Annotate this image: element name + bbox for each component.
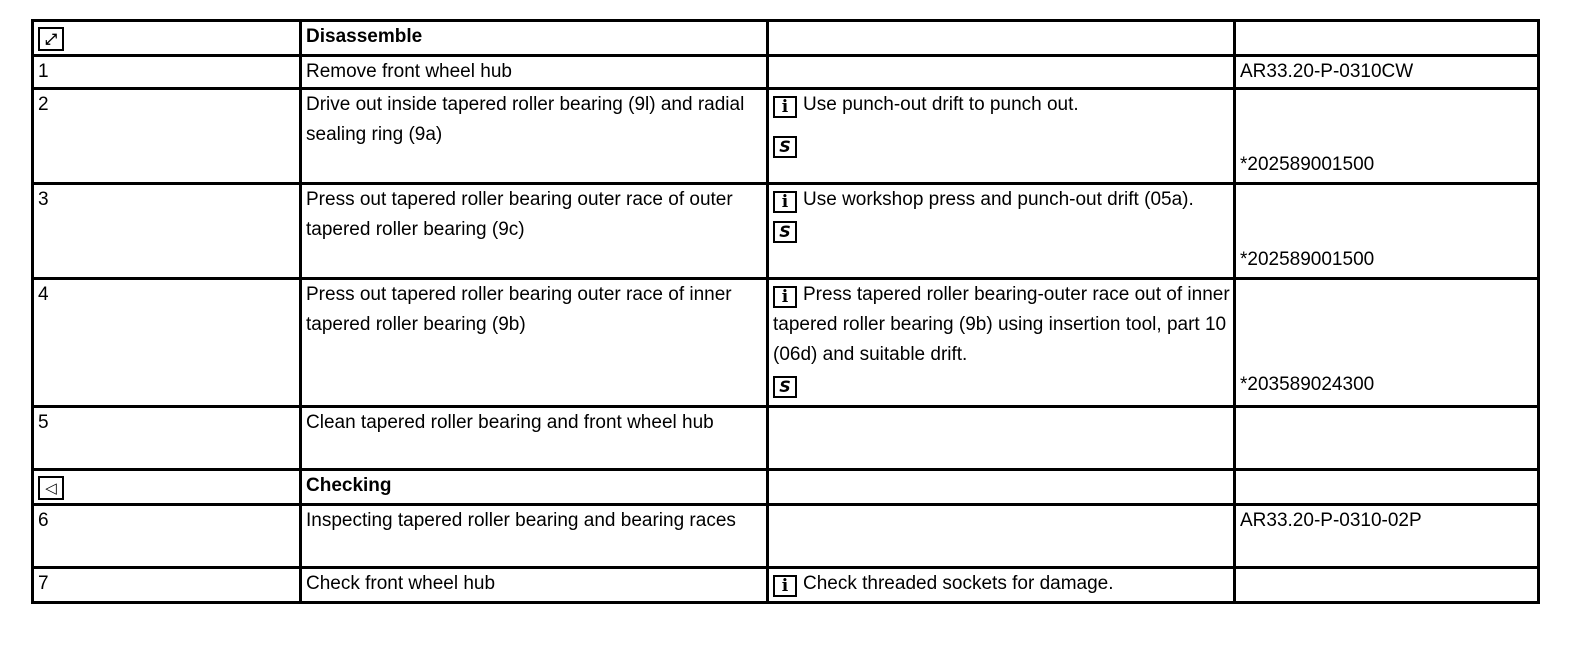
note-text: Check threaded sockets for damage. bbox=[803, 573, 1114, 594]
table-row bbox=[33, 505, 1539, 568]
empty-cell bbox=[768, 470, 1235, 505]
expand-icon: ⤢ bbox=[38, 27, 64, 51]
step-note bbox=[768, 505, 1235, 568]
empty-cell bbox=[768, 21, 1235, 56]
step-note bbox=[768, 184, 1235, 279]
note-text: Use punch-out drift to punch out. bbox=[803, 94, 1079, 115]
step-note bbox=[768, 407, 1235, 470]
section-row-disassemble bbox=[33, 21, 1539, 56]
empty-cell bbox=[1235, 21, 1539, 56]
step-description: Press out tapered roller bearing outer race of outer tapered roller bearing (9c) bbox=[301, 184, 768, 279]
section-row-checking bbox=[33, 470, 1539, 505]
step-reference: AR33.20-P-0310CW bbox=[1235, 56, 1539, 89]
step-reference bbox=[1235, 407, 1539, 470]
step-reference bbox=[1235, 184, 1539, 279]
tool-part-number: *203589024300 bbox=[1240, 374, 1375, 395]
table-row bbox=[33, 568, 1539, 603]
table-row bbox=[33, 56, 1539, 89]
tool-part-number: *202589001500 bbox=[1240, 249, 1375, 270]
step-note bbox=[768, 89, 1235, 184]
step-reference bbox=[1235, 279, 1539, 407]
step-reference: AR33.20-P-0310-02P bbox=[1235, 505, 1539, 568]
step-description: Check front wheel hub bbox=[301, 568, 768, 603]
info-icon: i bbox=[773, 575, 797, 597]
step-reference bbox=[1235, 568, 1539, 603]
table-row bbox=[33, 89, 1539, 184]
tool-icon: S bbox=[773, 136, 797, 158]
step-number: 4 bbox=[33, 279, 301, 407]
section-icon-cell bbox=[33, 470, 301, 505]
step-number: 1 bbox=[33, 56, 301, 89]
step-number: 7 bbox=[33, 568, 301, 603]
info-icon: i bbox=[773, 191, 797, 213]
step-description: Inspecting tapered roller bearing and bearing races bbox=[301, 505, 768, 568]
step-note bbox=[768, 56, 1235, 89]
tool-icon: S bbox=[773, 221, 797, 243]
section-icon-cell bbox=[33, 21, 301, 56]
empty-cell bbox=[1235, 470, 1539, 505]
step-description: Drive out inside tapered roller bearing (9l) and radial sealing ring (9a) bbox=[301, 89, 768, 184]
info-icon: i bbox=[773, 286, 797, 308]
table-row bbox=[33, 279, 1539, 407]
procedure-table bbox=[31, 19, 1540, 604]
step-description: Press out tapered roller bearing outer race of inner tapered roller bearing (9b) bbox=[301, 279, 768, 407]
note-text: Press tapered roller bearing-outer race out of inner tapered roller bearing (9b) using insertion tool, part 10 (06d) and suitable drift. bbox=[773, 284, 1230, 365]
step-number: 5 bbox=[33, 407, 301, 470]
play-back-icon: ◁ bbox=[38, 476, 64, 500]
step-note bbox=[768, 279, 1235, 407]
step-number: 6 bbox=[33, 505, 301, 568]
step-number: 3 bbox=[33, 184, 301, 279]
table-row bbox=[33, 184, 1539, 279]
step-description: Clean tapered roller bearing and front wheel hub bbox=[301, 407, 768, 470]
table-row bbox=[33, 407, 1539, 470]
tool-part-number: *202589001500 bbox=[1240, 154, 1375, 175]
tool-icon: S bbox=[773, 376, 797, 398]
section-title: Disassemble bbox=[301, 21, 768, 56]
note-text: Use workshop press and punch-out drift (05a). bbox=[803, 189, 1194, 210]
info-icon: i bbox=[773, 96, 797, 118]
step-number: 2 bbox=[33, 89, 301, 184]
step-reference bbox=[1235, 89, 1539, 184]
step-note bbox=[768, 568, 1235, 603]
section-title: Checking bbox=[301, 470, 768, 505]
step-description: Remove front wheel hub bbox=[301, 56, 768, 89]
